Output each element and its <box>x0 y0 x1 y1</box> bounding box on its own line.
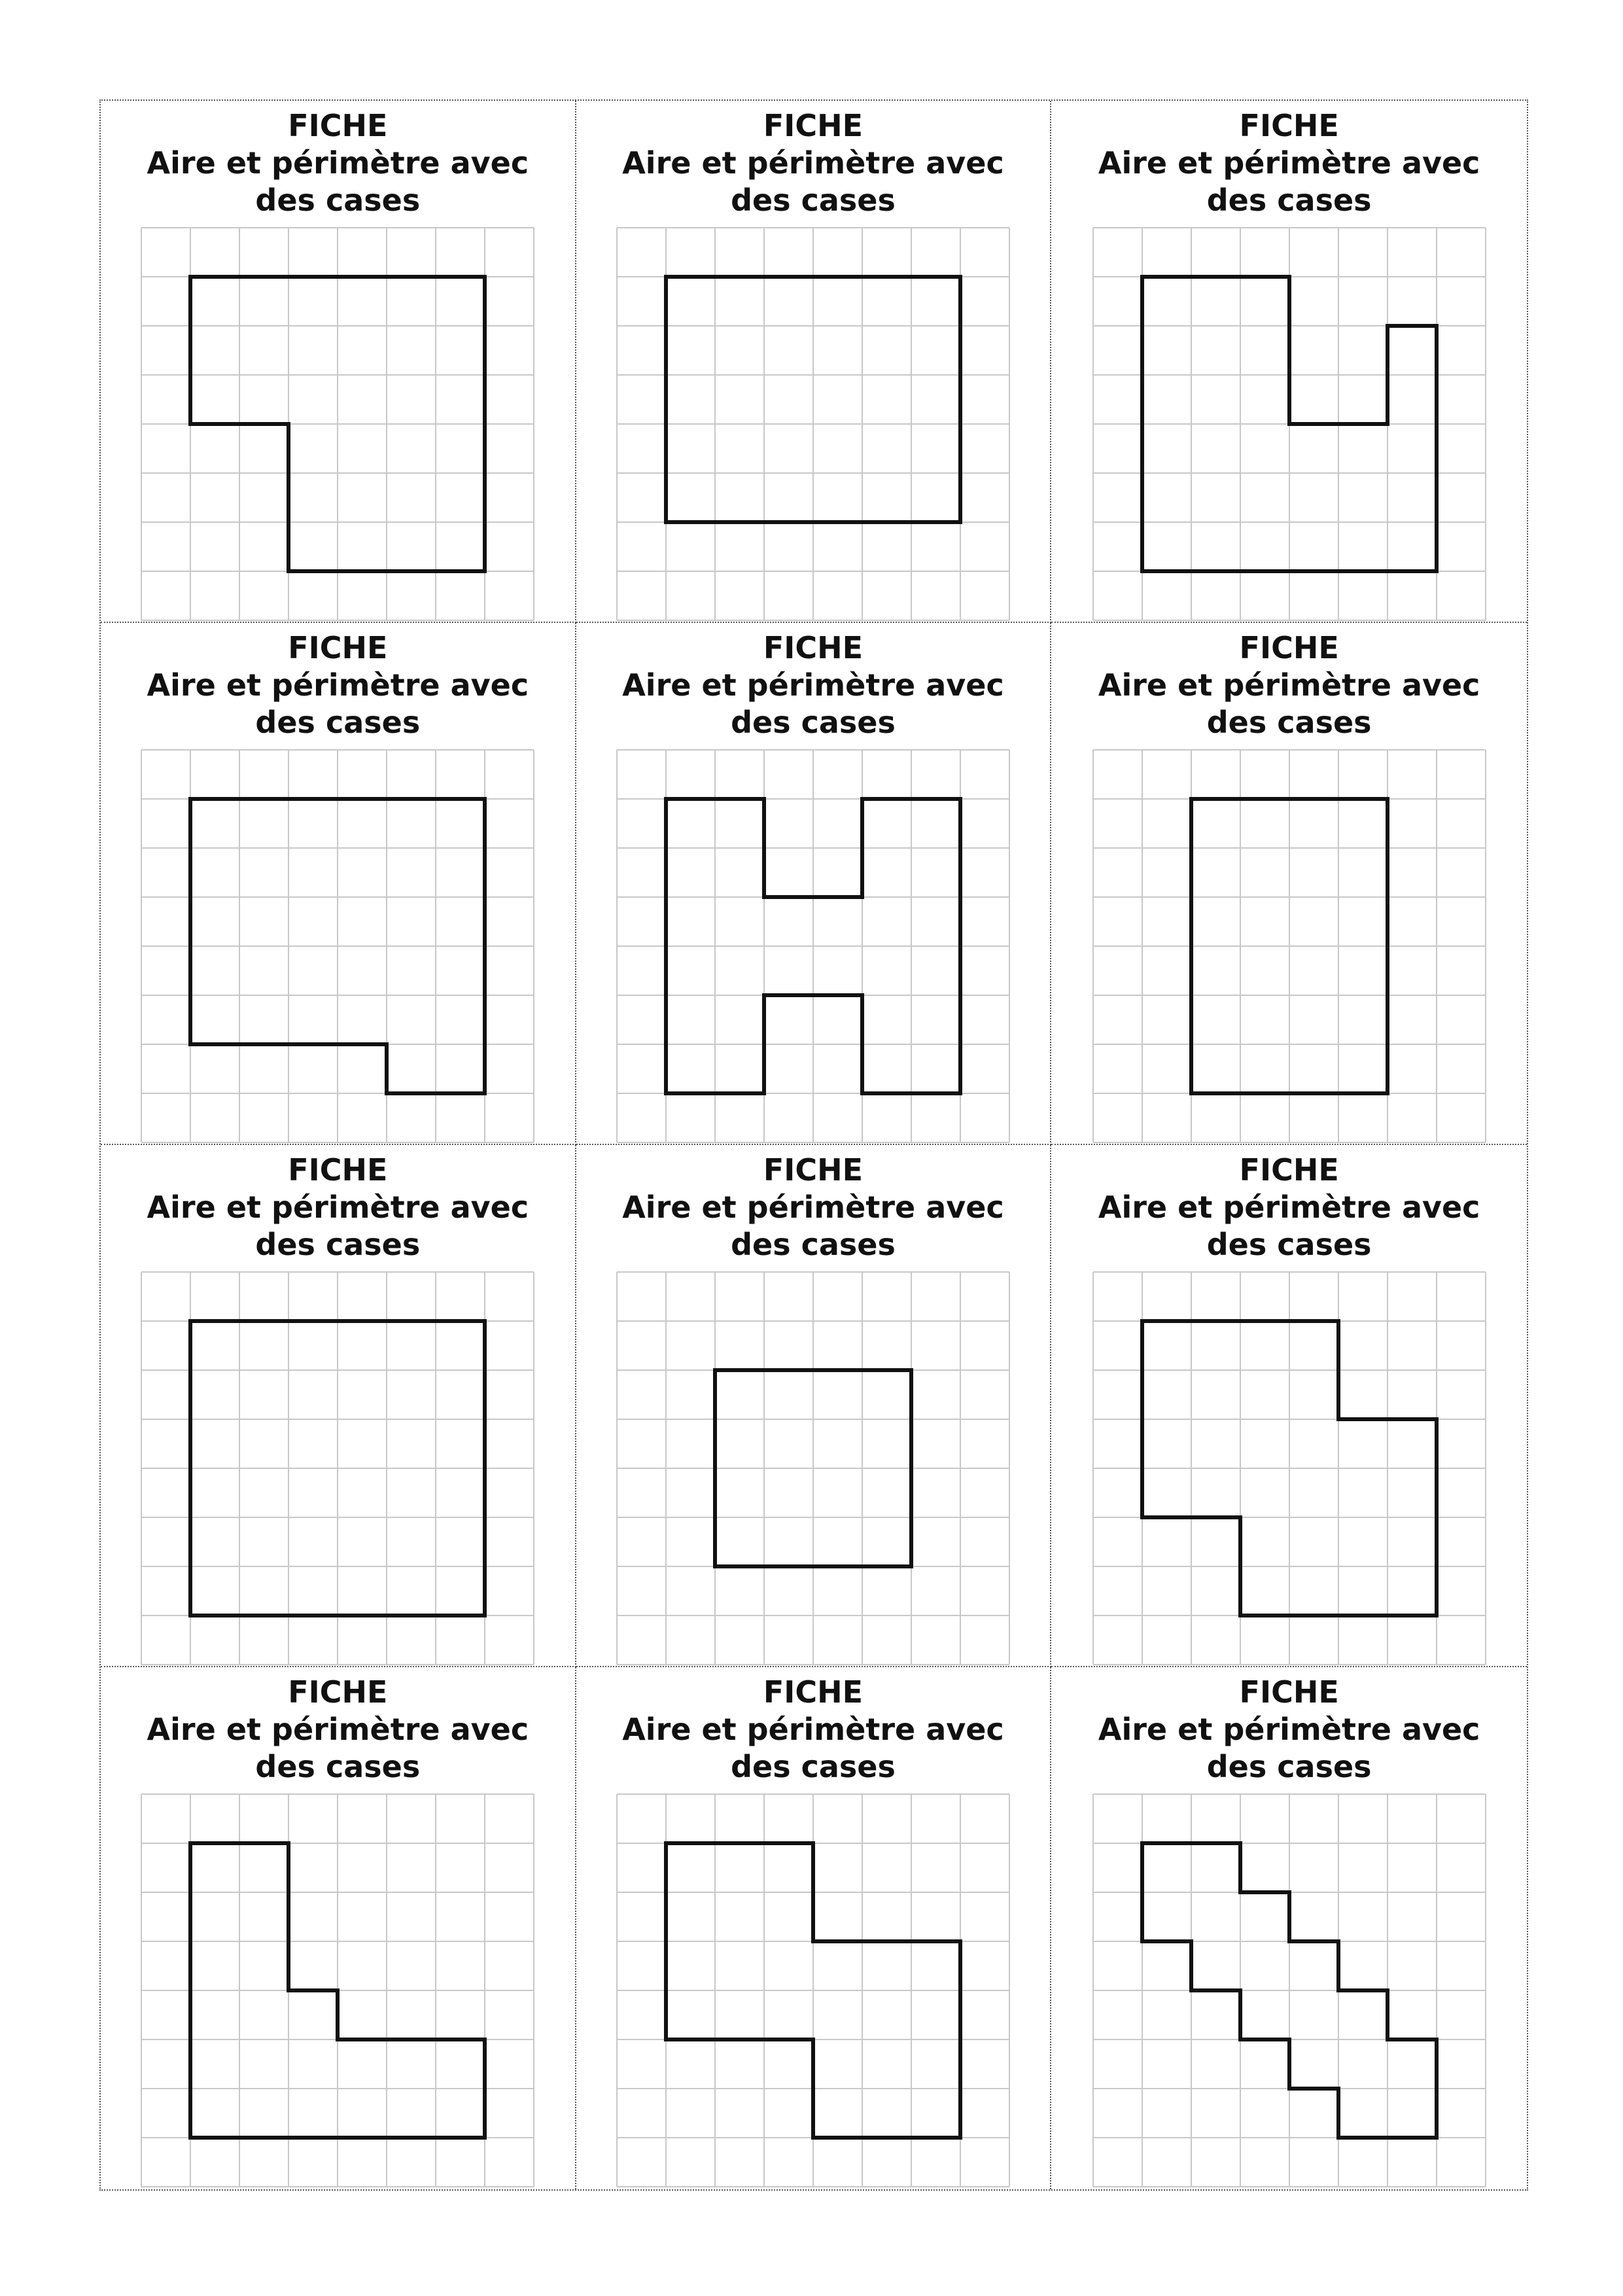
squared-grid <box>141 1793 534 2187</box>
fiche-title <box>597 1152 1029 1263</box>
fiche-title <box>1073 1674 1505 1786</box>
fiche-heading: FICHE <box>1239 630 1339 665</box>
fiche-title <box>122 1674 553 1786</box>
squared-grid <box>1092 749 1486 1143</box>
fiche-subtitle: Aire et périmètre avec des cases <box>147 1712 529 1784</box>
worksheet <box>99 99 1528 2191</box>
fiche-card-4 <box>101 623 576 1145</box>
fiche-card-10 <box>101 1667 576 2189</box>
fiche-card-11 <box>576 1667 1052 2189</box>
fiche-heading: FICHE <box>763 1674 864 1710</box>
fiche-heading: FICHE <box>288 1674 388 1710</box>
fiche-heading: FICHE <box>288 108 388 143</box>
fiche-heading: FICHE <box>288 1152 388 1188</box>
squared-grid <box>141 1271 534 1665</box>
fiche-heading: FICHE <box>763 108 864 143</box>
fiche-subtitle: Aire et périmètre avec des cases <box>1098 1190 1480 1262</box>
squared-grid <box>141 749 534 1143</box>
squared-grid <box>616 749 1010 1143</box>
fiche-title <box>1073 629 1505 741</box>
fiche-card-3 <box>1051 101 1527 623</box>
fiche-heading: FICHE <box>763 1152 864 1188</box>
fiche-heading: FICHE <box>1239 1152 1339 1188</box>
fiche-subtitle: Aire et périmètre avec des cases <box>622 667 1004 740</box>
squared-grid <box>1092 227 1486 621</box>
squared-grid <box>1092 1793 1486 2187</box>
fiche-card-12 <box>1051 1667 1527 2189</box>
squared-grid <box>141 227 534 621</box>
fiche-subtitle: Aire et périmètre avec des cases <box>147 1190 529 1262</box>
fiche-card-9 <box>1051 1145 1527 1667</box>
fiche-title <box>597 629 1029 741</box>
fiche-card-2 <box>576 101 1052 623</box>
fiche-title <box>122 629 553 741</box>
fiche-card-7 <box>101 1145 576 1667</box>
fiche-title <box>122 1152 553 1263</box>
fiche-title <box>1073 107 1505 219</box>
fiche-subtitle: Aire et périmètre avec des cases <box>1098 667 1480 740</box>
fiche-subtitle: Aire et périmètre avec des cases <box>622 1190 1004 1262</box>
fiche-heading: FICHE <box>288 630 388 665</box>
fiche-card-6 <box>1051 623 1527 1145</box>
fiche-subtitle: Aire et périmètre avec des cases <box>147 667 529 740</box>
fiche-title <box>1073 1152 1505 1263</box>
fiche-heading: FICHE <box>763 630 864 665</box>
fiche-subtitle: Aire et périmètre avec des cases <box>147 145 529 218</box>
fiche-subtitle: Aire et périmètre avec des cases <box>1098 145 1480 218</box>
fiche-subtitle: Aire et périmètre avec des cases <box>622 1712 1004 1784</box>
fiche-title <box>597 107 1029 219</box>
squared-grid <box>616 1271 1010 1665</box>
fiche-heading: FICHE <box>1239 1674 1339 1710</box>
fiche-subtitle: Aire et périmètre avec des cases <box>1098 1712 1480 1784</box>
fiche-subtitle: Aire et périmètre avec des cases <box>622 145 1004 218</box>
fiche-card-5 <box>576 623 1052 1145</box>
squared-grid <box>616 1793 1010 2187</box>
fiche-card-8 <box>576 1145 1052 1667</box>
fiche-title <box>597 1674 1029 1786</box>
fiche-heading: FICHE <box>1239 108 1339 143</box>
squared-grid <box>1092 1271 1486 1665</box>
squared-grid <box>616 227 1010 621</box>
fiche-title <box>122 107 553 219</box>
fiche-card-1 <box>101 101 576 623</box>
